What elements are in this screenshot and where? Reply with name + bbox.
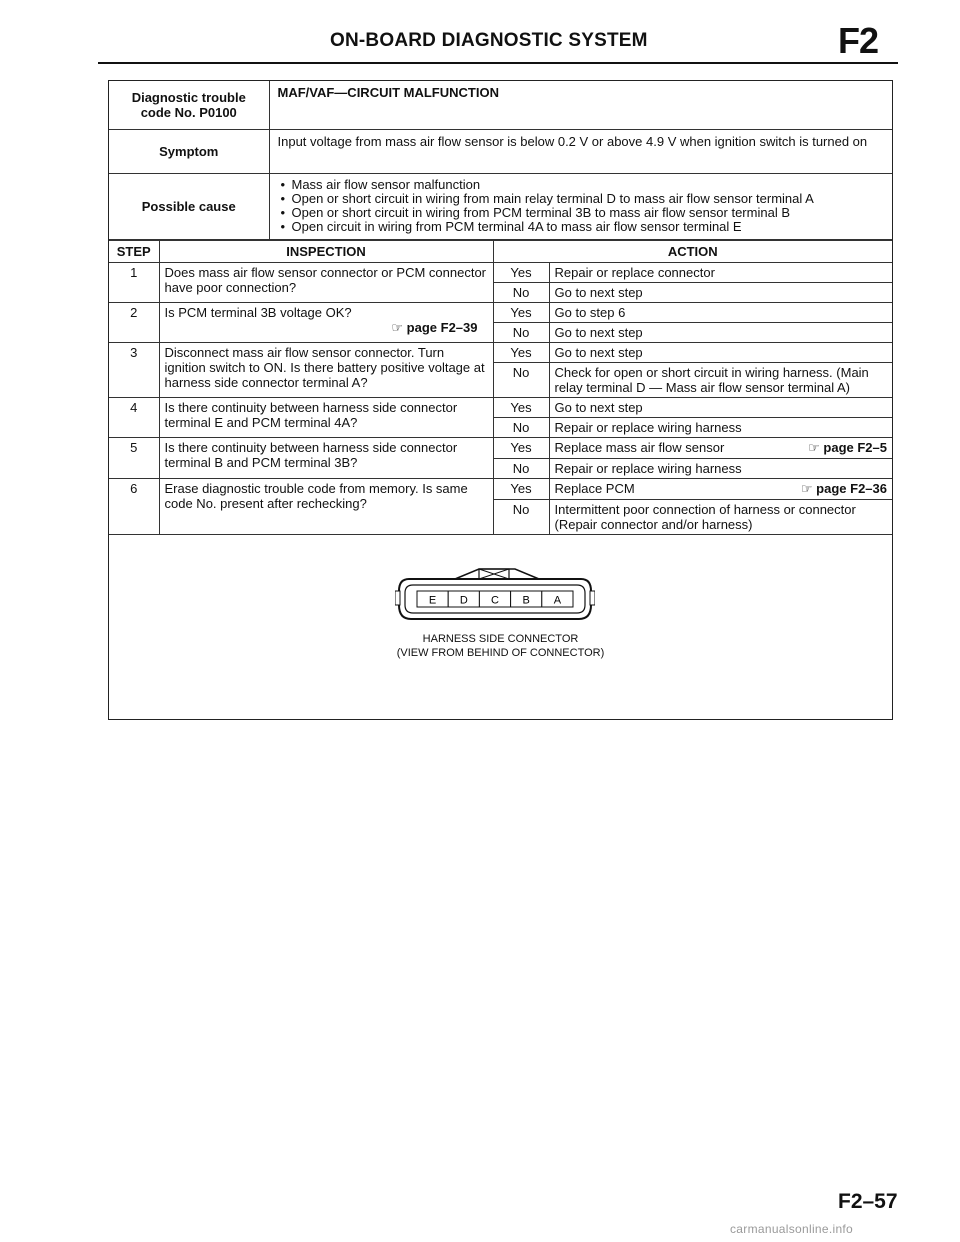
inspection-table	[109, 240, 892, 535]
cause-item: • Mass air flow sensor malfunction	[292, 178, 885, 192]
dtc-row	[109, 81, 892, 129]
watermark: carmanualsonline.info	[730, 1222, 854, 1236]
yes-label: Yes	[493, 397, 549, 417]
inspection-text: Is there continuity between harness side connector terminal E and PCM terminal 4A?	[164, 399, 458, 430]
inspection-text: Disconnect mass air flow sensor connector. Turn ignition switch to ON. Is there battery positive voltage at harness side connector terminal A?	[164, 344, 485, 390]
no-action-text: Repair or replace wiring harness	[554, 460, 742, 476]
no-action-text: Check for open or short circuit in wiring harness. (Main relay terminal D — Mass air flow sensor terminal A)	[554, 364, 869, 395]
section-code: F2	[838, 20, 879, 61]
cause-item: • Open or short circuit in wiring from main relay terminal D to mass air flow sensor terminal A	[292, 192, 885, 206]
connector-latch	[455, 569, 539, 579]
yes-action-text: Go to next step	[554, 344, 643, 360]
step-number: 1	[109, 262, 159, 302]
terminal-label: A	[553, 594, 562, 606]
step-inspection	[159, 302, 493, 342]
possible-cause-list	[278, 178, 885, 234]
yes-action	[549, 437, 892, 458]
no-label: No	[493, 458, 549, 478]
yes-action-text: Replace mass air flow sensor	[554, 439, 725, 455]
dtc-label-line2: code No. P0100	[140, 104, 237, 120]
step-row-3	[109, 342, 892, 362]
connector-diagram-area	[109, 535, 892, 675]
no-label: No	[493, 362, 549, 397]
step-inspection	[159, 478, 493, 534]
page-title: ON-BOARD DIAGNOSTIC SYSTEM	[330, 30, 648, 51]
no-action	[549, 362, 892, 397]
inspection-text: Is PCM terminal 3B voltage OK?	[164, 304, 352, 320]
step-inspection	[159, 397, 493, 437]
step-inspection	[159, 342, 493, 397]
no-action-text: Go to next step	[554, 324, 643, 340]
terminal-group	[417, 591, 573, 607]
dtc-label	[109, 81, 269, 129]
terminal-label: D	[459, 594, 468, 606]
harness-connector-diagram	[395, 565, 595, 625]
yes-action	[549, 397, 892, 417]
yes-action	[549, 262, 892, 282]
no-label: No	[493, 322, 549, 342]
diagram-caption-sub: (VIEW FROM BEHIND OF CONNECTOR)	[396, 646, 605, 659]
page-number: F2–57	[838, 1190, 898, 1213]
step-number: 6	[109, 478, 159, 534]
connector-side-lug	[590, 591, 595, 605]
step-number: 3	[109, 342, 159, 397]
inspection-text: Does mass air flow sensor connector or PCM connector have poor connection?	[164, 264, 487, 295]
header-divider	[98, 62, 898, 64]
step-row-5	[109, 437, 892, 458]
connector-side-lug	[395, 591, 400, 605]
yes-action	[549, 478, 892, 499]
no-action	[549, 499, 892, 534]
step-row-2	[109, 302, 892, 322]
possible-cause-cell	[269, 173, 892, 239]
no-label: No	[493, 499, 549, 534]
dtc-label-line1: Diagnostic trouble	[131, 89, 246, 105]
step-column-header: STEP	[109, 240, 159, 262]
yes-action	[549, 342, 892, 362]
yes-action-text: Replace PCM	[554, 480, 635, 496]
no-label: No	[493, 282, 549, 302]
possible-cause-label: Possible cause	[109, 173, 269, 239]
no-label: No	[493, 417, 549, 437]
yes-label: Yes	[493, 437, 549, 458]
step-number: 4	[109, 397, 159, 437]
step-number: 2	[109, 302, 159, 342]
terminal-label: E	[428, 594, 437, 606]
inspection-text: Is there continuity between harness side connector terminal B and PCM terminal 3B?	[164, 439, 458, 470]
diagram-caption: HARNESS SIDE CONNECTOR	[422, 632, 579, 645]
yes-action-text: Go to next step	[554, 399, 643, 415]
inspection-header-row	[109, 240, 892, 262]
yes-action-text: Repair or replace connector	[554, 264, 715, 280]
page-reference: ☞ page F2–5	[808, 439, 887, 455]
possible-cause-row	[109, 173, 892, 239]
cause-item: • Open or short circuit in wiring from PCM terminal 3B to mass air flow sensor terminal B	[292, 206, 885, 220]
yes-label: Yes	[493, 478, 549, 499]
page-reference: ☞ page F2–36	[800, 480, 887, 496]
no-action	[549, 458, 892, 478]
step-row-1	[109, 262, 892, 282]
no-action-text: Repair or replace wiring harness	[554, 419, 742, 435]
step-row-6	[109, 478, 892, 499]
inspection-text: Erase diagnostic trouble code from memory. Is same code No. present after rechecking?	[164, 480, 468, 511]
no-action-text: Go to next step	[554, 284, 643, 300]
yes-label: Yes	[493, 342, 549, 362]
action-column-header: ACTION	[493, 240, 892, 262]
step-inspection	[159, 262, 493, 302]
yes-label: Yes	[493, 262, 549, 282]
yes-action	[549, 302, 892, 322]
no-action	[549, 282, 892, 302]
page-reference: ☞ page F2–39	[391, 319, 478, 335]
step-number: 5	[109, 437, 159, 478]
symptom-label: Symptom	[109, 129, 269, 173]
dtc-info-table	[109, 81, 892, 240]
no-action-text: Intermittent poor connection of harness or connector (Repair connector and/or harness)	[554, 501, 856, 532]
step-row-4	[109, 397, 892, 417]
inspection-column-header: INSPECTION	[159, 240, 493, 262]
symptom-row	[109, 129, 892, 173]
terminal-label: C	[491, 594, 499, 606]
dtc-title: MAF/VAF—CIRCUIT MALFUNCTION	[269, 81, 892, 129]
diagnostic-procedure-frame	[108, 80, 893, 720]
yes-label: Yes	[493, 302, 549, 322]
terminal-label: B	[522, 594, 530, 606]
symptom-text: Input voltage from mass air flow sensor is below 0.2 V or above 4.9 V when ignition switch is turned on	[269, 129, 892, 173]
cause-item: • Open circuit in wiring from PCM terminal 4A to mass air flow sensor terminal E	[292, 220, 885, 234]
no-action	[549, 322, 892, 342]
yes-action-text: Go to step 6	[554, 304, 626, 320]
step-inspection	[159, 437, 493, 478]
no-action	[549, 417, 892, 437]
